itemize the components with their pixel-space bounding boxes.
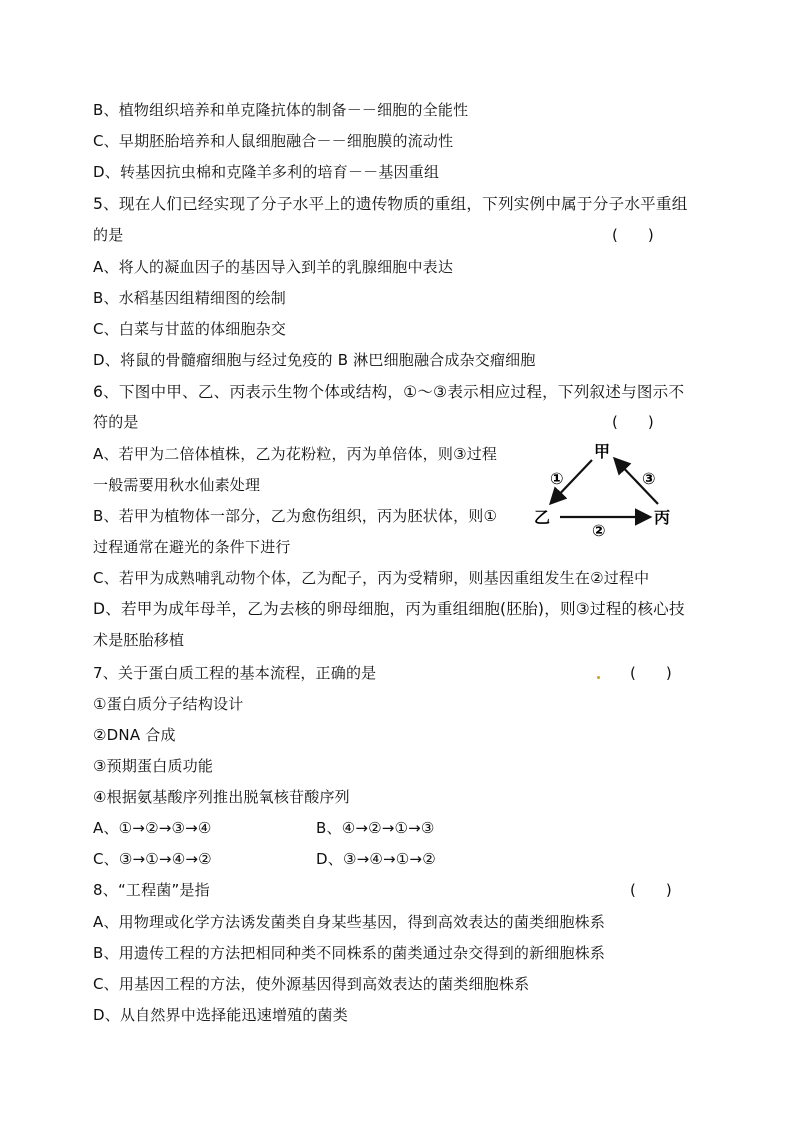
stray-dot	[597, 676, 600, 679]
q5-stem-line1: 5、现在人们已经实现了分子水平上的遗传物质的重组，下列实例中属于分子水平重组	[93, 195, 688, 213]
diagram-step1-label: ①	[550, 469, 564, 488]
q4-option-b: B、植物组织培养和单克隆抗体的制备－－细胞的全能性	[93, 101, 469, 119]
q5-answer-paren: ( )	[612, 226, 654, 244]
q5-option-b: B、水稻基因组精细图的绘制	[93, 289, 286, 307]
q5-option-d: D、将鼠的骨髓瘤细胞与经过免疫的 B 淋巴细胞融合成杂交瘤细胞	[93, 351, 536, 369]
q8-option-c: C、用基因工程的方法，使外源基因得到高效表达的菌类细胞株系	[93, 975, 530, 993]
diagram-node-jia: 甲	[594, 442, 611, 461]
q6-option-c: C、若甲为成熟哺乳动物个体，乙为配子，丙为受精卵，则基因重组发生在②过程中	[93, 569, 650, 587]
q8-answer-paren: ( )	[630, 881, 672, 899]
q6-option-a-line1: A、若甲为二倍体植株，乙为花粉粒，丙为单倍体，则③过程	[93, 445, 498, 463]
q7-item-4: ④根据氨基酸序列推出脱氧核苷酸序列	[93, 788, 350, 806]
q6-option-b-line1: B、若甲为植物体一部分，乙为愈伤组织，丙为胚状体，则①	[93, 507, 498, 525]
diagram-node-yi: 乙	[534, 508, 551, 527]
q6-option-b-line2: 过程通常在避光的条件下进行	[93, 538, 291, 556]
q7-item-1: ①蛋白质分子结构设计	[93, 695, 244, 713]
q8-stem: 8、“工程菌”是指	[93, 881, 210, 899]
q8-option-b: B、用遗传工程的方法把相同种类不同株系的菌类通过杂交得到的新细胞株系	[93, 944, 606, 962]
q7-answer-paren: ( )	[630, 664, 672, 682]
q7-stem: 7、关于蛋白质工程的基本流程，正确的是	[93, 664, 377, 682]
q7-option-c: C、③→①→④→②	[93, 850, 212, 868]
q7-item-3: ③预期蛋白质功能	[93, 757, 214, 775]
q7-item-2: ②DNA 合成	[93, 726, 176, 744]
diagram-step3-label: ③	[642, 469, 656, 488]
q6-option-d-line2: 术是胚胎移植	[93, 631, 185, 649]
q4-option-c: C、早期胚胎培养和人鼠细胞融合－－细胞膜的流动性	[93, 132, 454, 150]
diagram-node-bing: 丙	[654, 508, 671, 527]
q8-option-d: D、从自然界中选择能迅速增殖的菌类	[93, 1006, 348, 1024]
q4-option-d: D、转基因抗虫棉和克隆羊多利的培育－－基因重组	[93, 163, 440, 181]
q7-option-a: A、①→②→③→④	[93, 819, 212, 837]
diagram-step2-label: ②	[592, 521, 606, 540]
q6-answer-paren: ( )	[612, 413, 654, 431]
q5-option-c: C、白菜与甘蓝的体细胞杂交	[93, 320, 287, 338]
q7-option-b: B、④→②→①→③	[316, 819, 435, 837]
q6-option-a-line2: 一般需要用秋水仙素处理	[93, 476, 261, 494]
q6-option-d-line1: D、若甲为成年母羊，乙为去核的卵母细胞，丙为重组细胞(胚胎)，则③过程的核心技	[93, 600, 685, 618]
q6-stem-line1: 6、下图中甲、乙、丙表示生物个体或结构，①～③表示相应过程，下列叙述与图示不	[93, 383, 685, 401]
q7-option-d: D、③→④→①→②	[316, 850, 436, 868]
q6-stem-line2: 符的是	[93, 413, 139, 431]
q5-option-a: A、将人的凝血因子的基因导入到羊的乳腺细胞中表达	[93, 258, 454, 276]
q5-stem-line2: 的是	[93, 226, 124, 244]
q8-option-a: A、用物理或化学方法诱发菌类自身某些基因，得到高效表达的菌类细胞株系	[93, 913, 606, 931]
process-diagram	[530, 438, 680, 548]
